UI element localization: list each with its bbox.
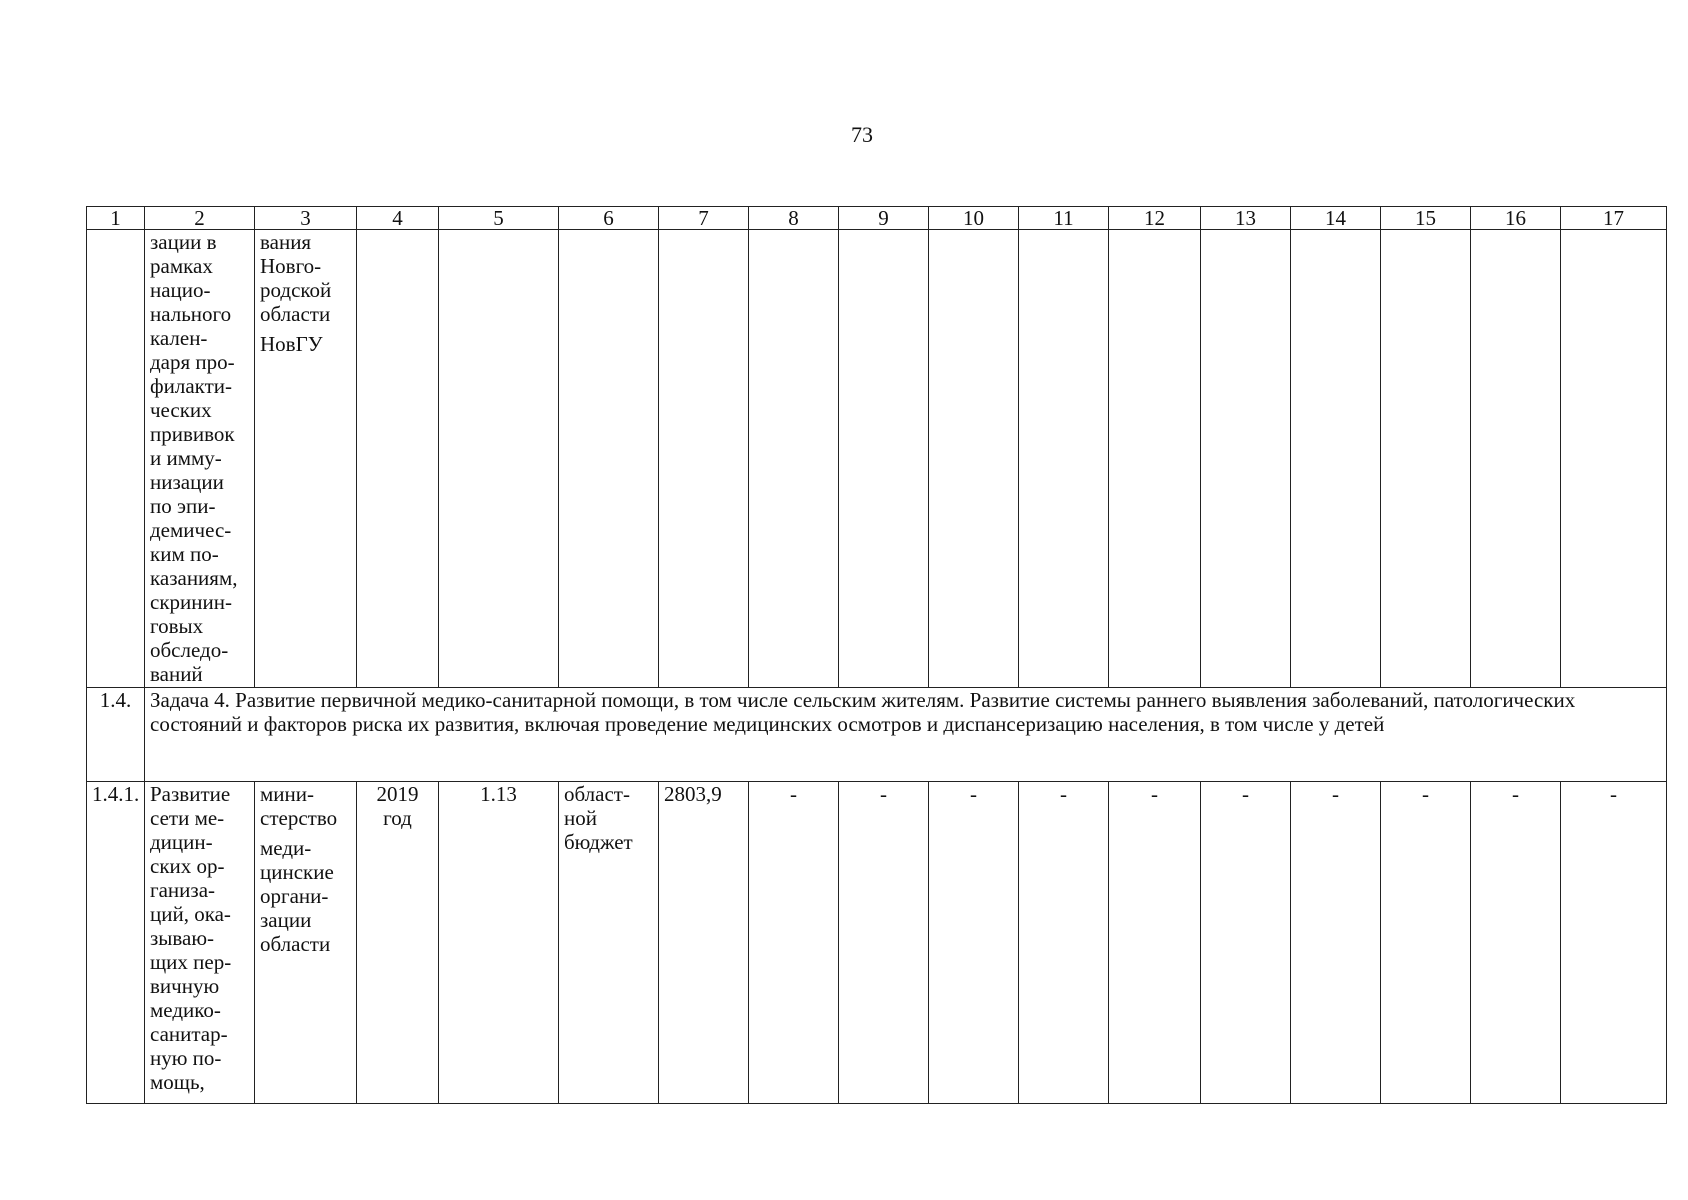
column-header: 12	[1109, 207, 1201, 230]
column-header: 6	[559, 207, 659, 230]
table-cell	[1019, 230, 1109, 688]
table-row-continued	[87, 230, 1667, 688]
column-header: 1	[87, 207, 145, 230]
table-cell	[145, 230, 255, 688]
task-number: 1.4.	[87, 688, 145, 782]
table-cell	[749, 230, 839, 688]
column-header: 15	[1381, 207, 1471, 230]
period-text: 2019 год	[376, 782, 419, 830]
funding-amount: 2803,9	[659, 782, 749, 1104]
activity-text: Развитие сети ме- дицин- ских ор- ганиза- ций, ока- зываю- щих пер- вичную медико- санитар- ную по- мощь,	[150, 782, 232, 1094]
column-header: 17	[1561, 207, 1667, 230]
dash-cell: -	[929, 782, 1019, 1104]
column-header: 2	[145, 207, 255, 230]
table-row-item	[87, 782, 1667, 1104]
dash-cell: -	[1109, 782, 1201, 1104]
table-cell	[839, 230, 929, 688]
funding-source: област- ной бюджет	[564, 782, 633, 854]
page-number: 73	[851, 122, 873, 147]
dash-cell: -	[1381, 782, 1471, 1104]
column-header: 4	[357, 207, 439, 230]
table-cell	[1201, 230, 1291, 688]
dash-cell: -	[749, 782, 839, 1104]
table-cell	[1291, 230, 1381, 688]
task-text: Задача 4. Развитие первичной медико-санитарной помощи, в том числе сельским жителям. Развитие системы раннего выявления заболеваний, патологических состояний и факторов риска их развития, включая проведение медицинских осмотров и диспансеризацию населения, в том числе у детей	[145, 688, 1667, 782]
column-header: 11	[1019, 207, 1109, 230]
column-header: 10	[929, 207, 1019, 230]
table-cell	[145, 782, 255, 1104]
column-header: 16	[1471, 207, 1561, 230]
activity-text: зации в рамках нацио- нального кален- даря про- филакти- ческих прививок и имму- низации по эпи- демичес- ким по- казаниям, скринин- говых обследо- ваний	[150, 230, 238, 686]
dash-cell: -	[1471, 782, 1561, 1104]
executor-text: мини- стерство	[260, 782, 338, 830]
column-header: 5	[439, 207, 559, 230]
dash-cell: -	[839, 782, 929, 1104]
table-cell	[559, 782, 659, 1104]
table-cell	[1471, 230, 1561, 688]
table-cell	[929, 230, 1019, 688]
table-cell	[255, 782, 357, 1104]
dash-cell: -	[1291, 782, 1381, 1104]
dash-cell: -	[1019, 782, 1109, 1104]
column-header: 7	[659, 207, 749, 230]
dash-cell: -	[1201, 782, 1291, 1104]
executor-text: вания Новго- родской области	[260, 230, 332, 326]
executor-text: меди- цинские органи- зации области	[260, 836, 334, 956]
dash-cell: -	[1561, 782, 1667, 1104]
table-cell	[659, 230, 749, 688]
table-cell	[559, 230, 659, 688]
table-cell	[439, 230, 559, 688]
item-number: 1.4.1.	[87, 782, 145, 1104]
indicator-number: 1.13	[439, 782, 559, 1104]
column-header: 9	[839, 207, 929, 230]
table-row-task	[87, 688, 1667, 782]
table-cell	[1381, 230, 1471, 688]
column-header: 3	[255, 207, 357, 230]
table-cell	[255, 230, 357, 688]
column-number-row	[87, 207, 1667, 230]
table-cell	[1109, 230, 1201, 688]
column-header: 13	[1201, 207, 1291, 230]
executor-text: НовГУ	[260, 332, 323, 356]
table-cell	[357, 782, 439, 1104]
table-cell	[1561, 230, 1667, 688]
column-header: 8	[749, 207, 839, 230]
table-cell	[87, 230, 145, 688]
program-table	[86, 206, 1667, 1104]
table-cell	[357, 230, 439, 688]
column-header: 14	[1291, 207, 1381, 230]
